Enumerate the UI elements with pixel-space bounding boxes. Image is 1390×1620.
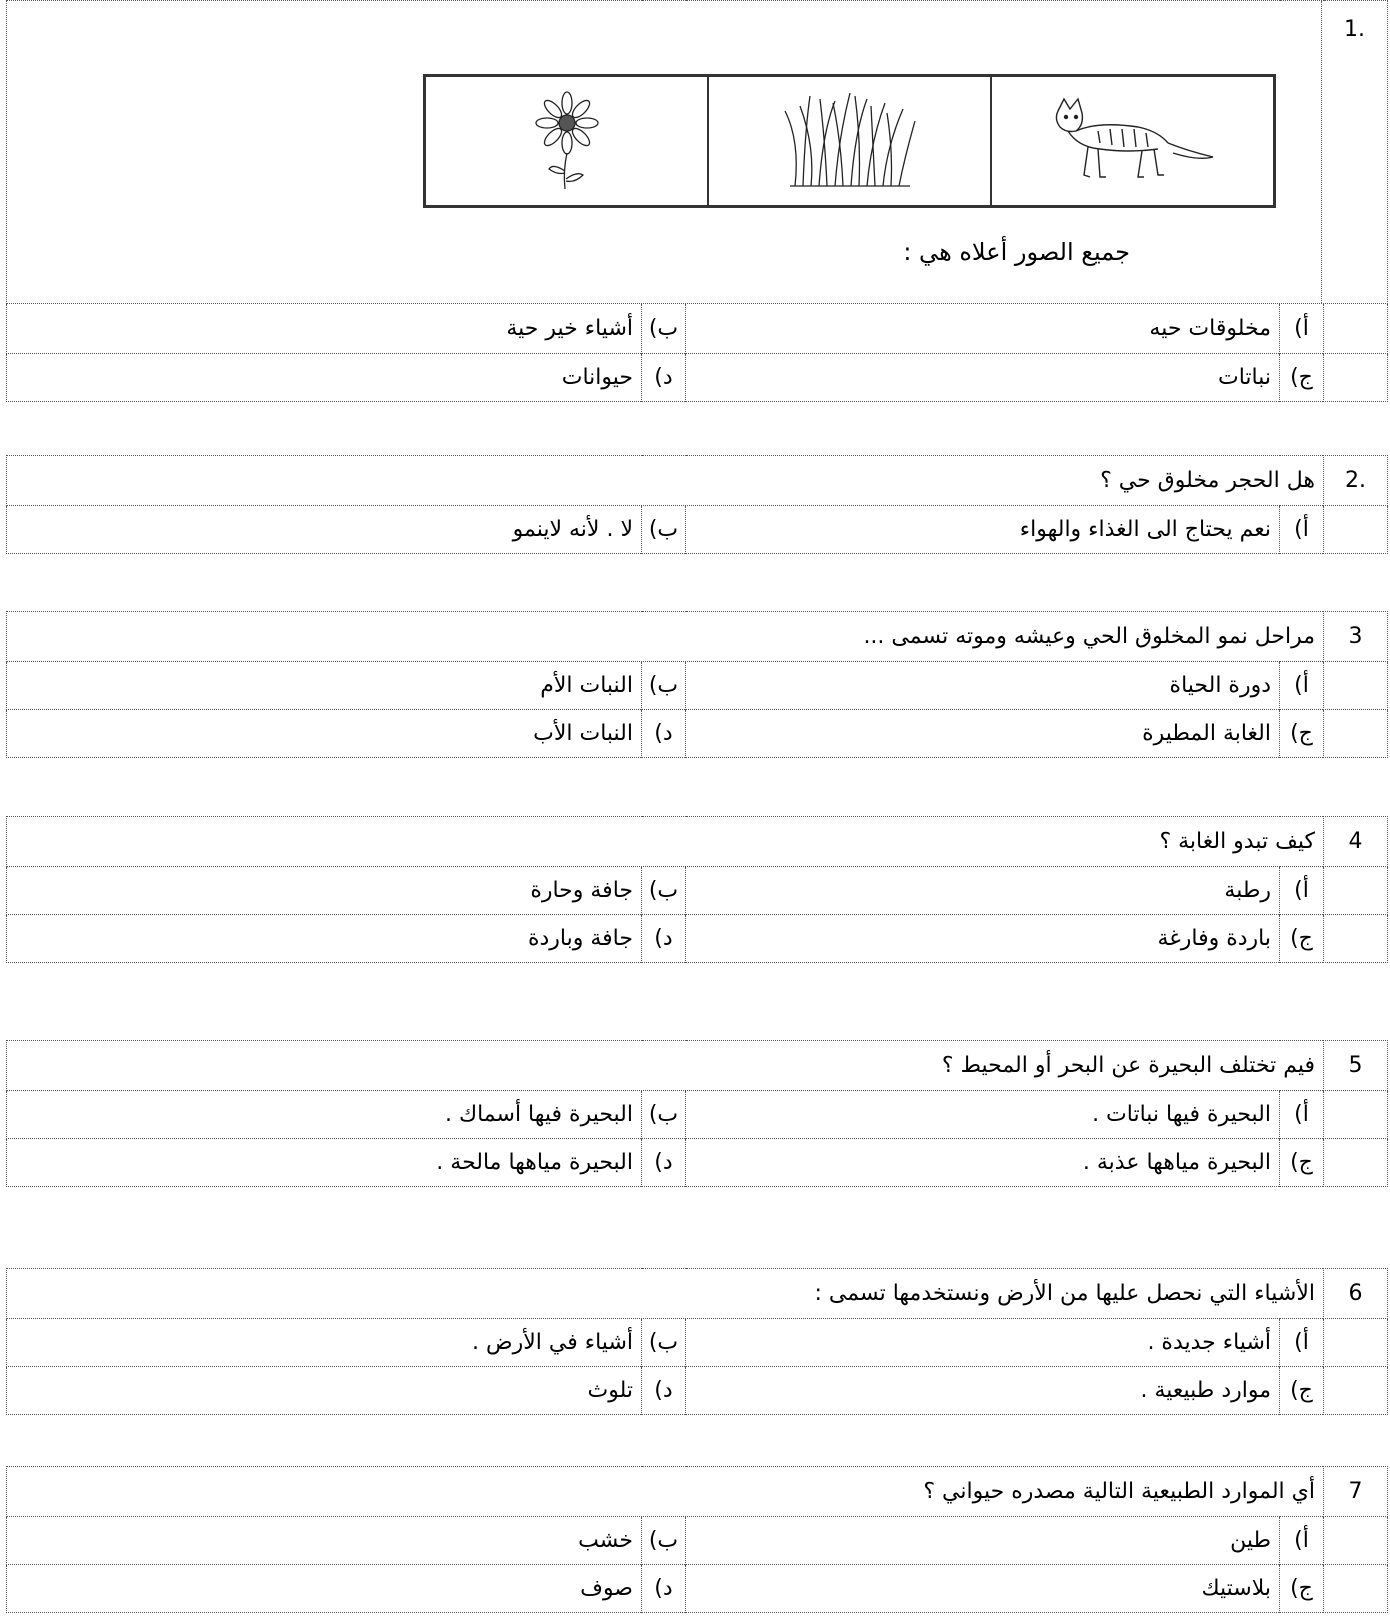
question-5-stem: فيم تختلف البحيرة عن البحر أو المحيط ؟ <box>7 1041 1324 1091</box>
option-a[interactable]: البحيرة فيها نباتات . <box>686 1091 1280 1139</box>
question-2-stem: هل الحجر مخلوق حي ؟ <box>7 456 1324 506</box>
option-c[interactable]: البحيرة مياهها عذبة . <box>686 1139 1280 1187</box>
question-7 <box>6 1466 1388 1613</box>
letter-b: ب) <box>642 1091 686 1139</box>
letter-c: ج) <box>1280 354 1324 402</box>
question-4-number: 4 <box>1324 817 1388 867</box>
option-b[interactable]: لا . لأنه لاينمو <box>7 506 642 554</box>
option-c[interactable]: بلاستيك <box>686 1565 1280 1613</box>
letter-b: ب) <box>642 506 686 554</box>
question-3-stem: مراحل نمو المخلوق الحي وعيشه وموته تسمى ... <box>7 612 1324 662</box>
question-1-number: .1 <box>1321 1 1387 303</box>
letter-b: ب) <box>642 867 686 915</box>
option-d[interactable]: النبات الأب <box>7 710 642 758</box>
letter-d: د) <box>642 1139 686 1187</box>
letter-a: أ) <box>1280 1517 1324 1565</box>
question-7-stem: أي الموارد الطبيعية التالية مصدره حيواني ؟ <box>7 1467 1324 1517</box>
option-b[interactable]: أشياء خير حية <box>7 304 642 354</box>
option-b[interactable]: خشب <box>7 1517 642 1565</box>
option-a[interactable]: دورة الحياة <box>686 662 1280 710</box>
letter-d: د) <box>642 915 686 963</box>
letter-a: أ) <box>1280 1091 1324 1139</box>
letter-a: أ) <box>1280 662 1324 710</box>
option-a[interactable]: رطبة <box>686 867 1280 915</box>
option-c[interactable]: موارد طبيعية . <box>686 1367 1280 1415</box>
letter-d: د) <box>642 1367 686 1415</box>
letter-c: ج) <box>1280 1367 1324 1415</box>
letter-c: ج) <box>1280 915 1324 963</box>
question-5 <box>6 1040 1388 1187</box>
letter-d: د) <box>642 710 686 758</box>
letter-c: ج) <box>1280 1565 1324 1613</box>
letter-c: ج) <box>1280 1139 1324 1187</box>
letter-b: ب) <box>642 1319 686 1367</box>
letter-d: د) <box>642 354 686 402</box>
question-4-stem: كيف تبدو الغابة ؟ <box>7 817 1324 867</box>
grass-icon <box>709 77 992 205</box>
flower-icon <box>426 77 709 205</box>
letter-b: ب) <box>642 1517 686 1565</box>
option-b[interactable]: البحيرة فيها أسماك . <box>7 1091 642 1139</box>
option-d[interactable]: صوف <box>7 1565 642 1613</box>
letter-a: أ) <box>1280 304 1324 354</box>
question-3 <box>6 611 1388 758</box>
wildcat-icon <box>992 77 1273 205</box>
option-b[interactable]: النبات الأم <box>7 662 642 710</box>
question-1-images <box>423 74 1276 208</box>
letter-a: أ) <box>1280 506 1324 554</box>
option-d[interactable]: حيوانات <box>7 354 642 402</box>
option-c[interactable]: باردة وفارغة <box>686 915 1280 963</box>
question-6 <box>6 1268 1388 1415</box>
option-a[interactable]: مخلوقات حيه <box>686 304 1280 354</box>
question-2 <box>6 455 1388 554</box>
question-1-stem: جميع الصور أعلاه هي : <box>903 238 1130 266</box>
question-4 <box>6 816 1388 963</box>
question-6-number: 6 <box>1324 1269 1388 1319</box>
option-a[interactable]: نعم يحتاج الى الغذاء والهواء <box>686 506 1280 554</box>
question-2-number: .2 <box>1324 456 1388 506</box>
option-a[interactable]: أشياء جديدة . <box>686 1319 1280 1367</box>
option-d[interactable]: تلوث <box>7 1367 642 1415</box>
letter-c: ج) <box>1280 710 1324 758</box>
option-b[interactable]: أشياء في الأرض . <box>7 1319 642 1367</box>
option-d[interactable]: البحيرة مياهها مالحة . <box>7 1139 642 1187</box>
letter-a: أ) <box>1280 1319 1324 1367</box>
question-6-stem: الأشياء التي نحصل عليها من الأرض ونستخدمها تسمى : <box>7 1269 1324 1319</box>
question-3-number: 3 <box>1324 612 1388 662</box>
option-b[interactable]: جافة وحارة <box>7 867 642 915</box>
letter-d: د) <box>642 1565 686 1613</box>
letter-a: أ) <box>1280 867 1324 915</box>
letter-b: ب) <box>642 304 686 354</box>
option-d[interactable]: جافة وباردة <box>7 915 642 963</box>
option-c[interactable]: نباتات <box>686 354 1280 402</box>
option-a[interactable]: طين <box>686 1517 1280 1565</box>
question-7-number: 7 <box>1324 1467 1388 1517</box>
question-5-number: 5 <box>1324 1041 1388 1091</box>
option-c[interactable]: الغابة المطيرة <box>686 710 1280 758</box>
letter-b: ب) <box>642 662 686 710</box>
